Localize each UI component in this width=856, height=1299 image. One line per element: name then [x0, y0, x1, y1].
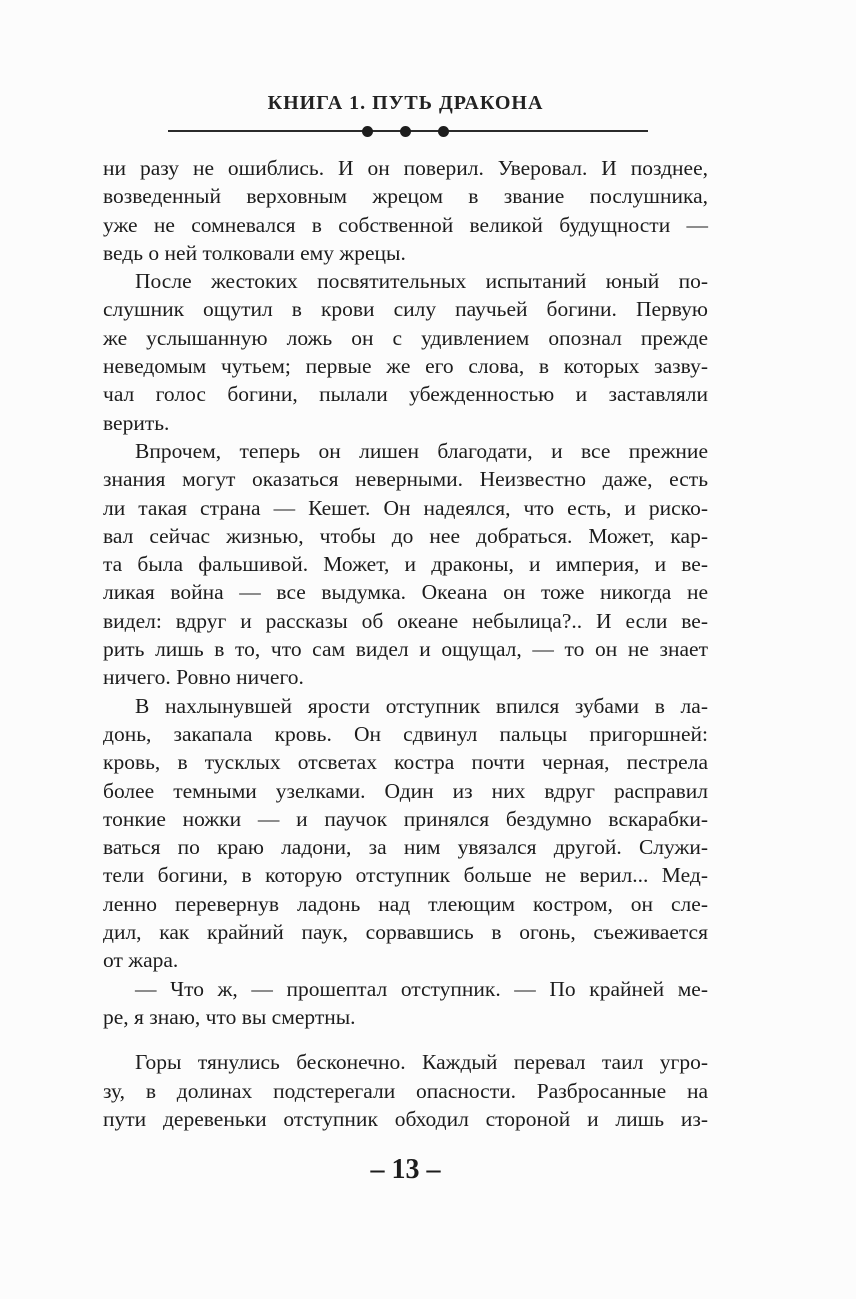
text-line: ре, я знаю, что вы смертны.: [103, 1004, 356, 1029]
text-line: ликая война — все выдумка. Океана он тоже никогда не: [103, 580, 708, 605]
text-line: неведомым чутьем; первые же его слова, в которых зазву-: [103, 354, 708, 379]
text-line: зу, в долинах подстерегали опасности. Разбросанные на: [103, 1078, 708, 1103]
text-line: ничего. Ровно ничего.: [103, 665, 304, 690]
text-line: от жара.: [103, 948, 179, 973]
text-line: ленно перевернув ладонь над тлеющим костром, он сле-: [103, 891, 708, 916]
text-line: знания могут оказаться неверными. Неизвестно даже, есть: [103, 467, 708, 492]
paragraph: [103, 154, 708, 267]
text-line: возведенный верховным жрецом в звание послушника,: [103, 184, 708, 209]
ornament-dot: [438, 126, 449, 137]
ornament-dot: [400, 126, 411, 137]
page-body-text: [103, 154, 708, 1133]
text-line: чал голос богини, пылали убежденностью и заставляли: [103, 382, 708, 407]
text-line: Впрочем, теперь он лишен благодати, и все прежние: [135, 438, 708, 463]
text-line: рить лишь в то, что сам видел и ощущал, — то он не знает: [103, 637, 708, 662]
ornament-dot: [362, 126, 373, 137]
text-line: дил, как крайний паук, сорвавшись в огонь, съеживается: [103, 920, 708, 945]
text-line: донь, закапала кровь. Он сдвинул пальцы пригоршней:: [103, 721, 708, 746]
text-line: та была фальшивой. Может, и драконы, и империя, и ве-: [103, 552, 708, 577]
text-line: ни разу не ошиблись. И он поверил. Уверовал. И позднее,: [103, 156, 708, 180]
text-line: видел: вдруг и рассказы об океане небылица?.. И если ве-: [103, 608, 708, 633]
text-line: — Что ж, — прошептал отступник. — По крайней ме-: [135, 976, 708, 1001]
text-line: более темными узелками. Один из них вдруг расправил: [103, 778, 708, 803]
text-line: тели богини, в которую отступник больше не верил... Мед-: [103, 863, 708, 888]
paragraph: [103, 1048, 708, 1133]
running-header: КНИГА 1. ПУТЬ ДРАКОНА: [267, 92, 544, 114]
text-line: уже не сомневался в собственной великой будущности —: [103, 212, 708, 237]
text-line: ли такая страна — Кешет. Он надеялся, что есть, и риско-: [103, 495, 708, 520]
text-line: После жестоких посвятительных испытаний юный по-: [135, 269, 708, 294]
text-line: кровь, в тусклых отсветах костра почти черная, пестрела: [103, 750, 708, 775]
text-line: ведь о ней толковали ему жрецы.: [103, 240, 406, 265]
text-line: же услышанную ложь он с удивлением опознал прежде: [103, 325, 708, 350]
text-line: вал сейчас жизнью, чтобы до нее добраться. Может, кар-: [103, 523, 708, 548]
text-line: ваться по краю ладони, за ним увязался другой. Служи-: [103, 835, 708, 860]
paragraph: [103, 437, 708, 692]
paragraph: [103, 975, 708, 1032]
text-line: В нахлынувшей ярости отступник впился зубами в ла-: [135, 693, 708, 718]
text-line: пути деревеньки отступник обходил стороной и лишь из-: [103, 1106, 708, 1131]
page-number: – 13 –: [370, 1154, 441, 1185]
header-rule: [168, 130, 648, 132]
text-line: слушник ощутил в крови силу паучьей богини. Первую: [103, 297, 708, 322]
text-line: Горы тянулись бесконечно. Каждый перевал таил угро-: [135, 1050, 708, 1075]
paragraph: [103, 692, 708, 975]
text-line: тонкие ножки — и паучок принялся бездумно вскарабки-: [103, 806, 708, 831]
paragraph: [103, 267, 708, 437]
text-line: верить.: [103, 410, 170, 435]
